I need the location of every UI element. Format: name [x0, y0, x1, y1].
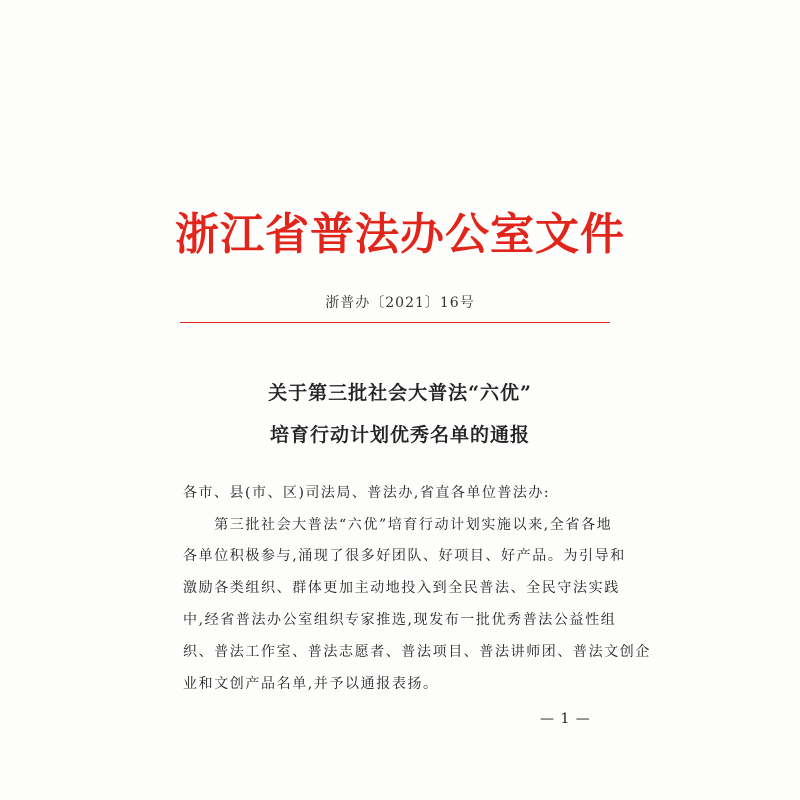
body-line: 激励各类组织、群体更加主动地投入到全民普法、全民守法实践: [183, 580, 620, 596]
red-divider: [180, 322, 610, 323]
body-line: 各单位积极参与,涌现了很多好团队、好项目、好产品。为引导和: [183, 548, 626, 564]
body-line: 业和文创产品名单,并予以通报表扬。: [183, 676, 439, 692]
document-header: 浙江省普法办公室文件: [175, 209, 625, 260]
body-line: 织、普法工作室、普法志愿者、普法项目、普法讲师团、普法文创企: [183, 644, 651, 660]
document-title-line-2: 培育行动计划优秀名单的通报: [269, 424, 530, 446]
body-line: 中,经省普法办公室组织专家推选,现发布一批优秀普法公益性组: [183, 612, 617, 628]
document-number: 浙普办〔2021〕16号: [325, 295, 475, 311]
document-title-line-1: 关于第三批社会大普法“六优”: [268, 382, 532, 404]
page-number: — 1 —: [540, 711, 591, 727]
body-line: 第三批社会大普法“六优”培育行动计划实施以来,全省各地: [183, 517, 613, 533]
salutation: 各市、县(市、区)司法局、普法办,省直各单位普法办:: [183, 485, 551, 501]
